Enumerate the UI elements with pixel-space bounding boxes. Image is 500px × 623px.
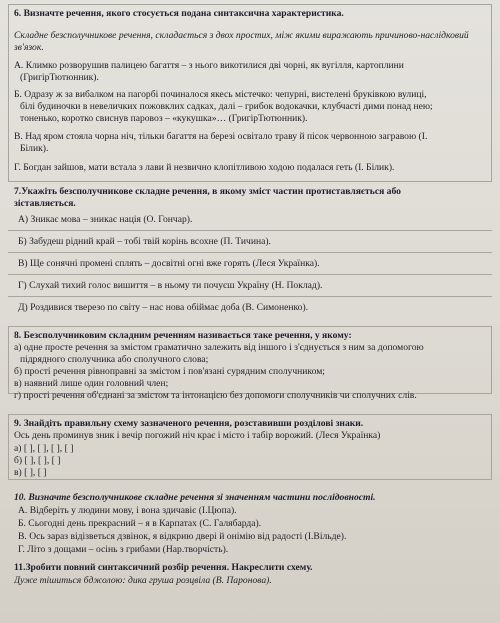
question-7-option-a: А) Зникає мова – зникає нація (О. Гончар). bbox=[18, 214, 193, 225]
question-9-title: 9. Знайдіть правильну схему зазначеного речення, розставивши розділові знаки. bbox=[14, 418, 364, 429]
question-8-option-d: г) прості речення об'єднані за змістом та інтонацією без допомоги сполучників чи сполучних слів. bbox=[14, 390, 417, 401]
question-10-title: 10. Визначте безсполучникове складне речення зі значенням частини послідовності. bbox=[14, 492, 376, 503]
question-9-option-a: а) [ ], [ ], [ ], [ ] bbox=[14, 443, 74, 454]
question-7-option-e: Д) Роздивися тверезо по світу – нас нова обіймає доба (В. Симоненко). bbox=[18, 302, 309, 313]
question-11-title: 11.Зробити повний синтаксичний розбір речення. Накреслити схему. bbox=[14, 562, 313, 573]
question-10-option-c: В. Ось зараз відізветься дзвінок, я відкрию двері й онімію від радості (І.Вільде). bbox=[18, 531, 347, 542]
question-6-option-a: А. Климко розворушив палицею багаття – з нього викотилися дві чорні, як вугілля, картоплини bbox=[14, 60, 404, 71]
question-7-title: 7.Укажіть безсполучникове складне речення, в якому зміст частин протиставляється або bbox=[14, 186, 401, 197]
divider bbox=[8, 230, 492, 231]
divider bbox=[8, 252, 492, 253]
question-10-option-d: Г. Літо з дощами – осінь з грибами (Нар.творчість). bbox=[18, 544, 229, 555]
question-6-option-a-cont: (ГригірТютюнник). bbox=[20, 72, 99, 83]
question-8-option-c: в) наявний лише один головний член; bbox=[14, 378, 169, 389]
question-8-title: 8. Безсполучниковим складним реченням називається таке речення, у якому: bbox=[14, 330, 352, 341]
question-7-title-cont: зіставляється. bbox=[14, 198, 76, 209]
divider bbox=[8, 296, 492, 297]
question-11-sentence: Дуже тішиться бджолою: дика груша розцвіла (В. Паронова). bbox=[14, 575, 272, 586]
question-6-title: 6. Визначте речення, якого стосується подана синтаксична характеристика. bbox=[14, 8, 344, 19]
question-10-option-a: А. Відберіть у людини мову, і вона здичавіє (І.Цюпа). bbox=[18, 505, 237, 516]
question-7-option-d: Г) Слухай тихий голос вишиття – в ньому ти почуєш Україну (Н. Поклад). bbox=[18, 280, 323, 291]
question-9-option-c: в) [ ], [ ] bbox=[14, 467, 47, 478]
question-8-option-b: б) прості речення рівноправні за змістом і пов'язані сурядним сполучником; bbox=[14, 366, 325, 377]
question-8-option-a-cont: підрядного сполучника або сполучного слова; bbox=[20, 354, 209, 365]
question-9-option-b: б) [ ], [ ], [ ] bbox=[14, 455, 61, 466]
question-6-option-b-cont2: тоненько, коротко свиснув паровоз – «кукушка»… (ГригірТютюнник). bbox=[20, 113, 308, 124]
divider bbox=[8, 274, 492, 275]
question-8-option-a: а) одне просте речення за змістом граматично залежить від іншого і з'єднується з ним за допомогою bbox=[14, 342, 424, 353]
question-6-option-c: В. Над яром стояла чорна ніч, тільки багаття на березі освітало траву й пісок червонною загравою (І. bbox=[14, 131, 428, 142]
question-6-option-b-cont: білі будиночки в невеличких пожовклих садках, далі – грибок водокачки, клубчасті дими понад нею; bbox=[20, 101, 433, 112]
question-10-option-b: Б. Сьогодні день прекрасний – я в Карпатах (С. Галябарда). bbox=[18, 518, 262, 529]
question-6-description: Складне безсполучникове речення, складається з двох простих, між якими виражають причиново-наслідковий bbox=[14, 30, 469, 41]
question-9-sentence: Ось день проминув зник і вечір погожий ніч крає і місто і табір ворожий. (Леся Українка) bbox=[14, 430, 381, 441]
question-6-description-cont: зв'язок. bbox=[14, 42, 44, 53]
question-7-option-c: В) Ще сонячні промені сплять – досвітні огні вже горять (Леся Українка). bbox=[18, 258, 320, 269]
question-6-option-c-cont: Білик). bbox=[20, 143, 49, 154]
question-7-option-b: Б) Забудеш рідний край – тобі твій корінь всохне (П. Тичина). bbox=[18, 236, 271, 247]
question-6-option-b: Б. Одразу ж за вибалком на пагорбі починалося якесь містечко: чепурні, вистелені бруківкою вулиці, bbox=[14, 89, 427, 100]
question-6-option-d: Г. Богдан зайшов, мати встала з лави й незвично клопітливою ходою подалася геть (І. Білик). bbox=[14, 162, 395, 173]
